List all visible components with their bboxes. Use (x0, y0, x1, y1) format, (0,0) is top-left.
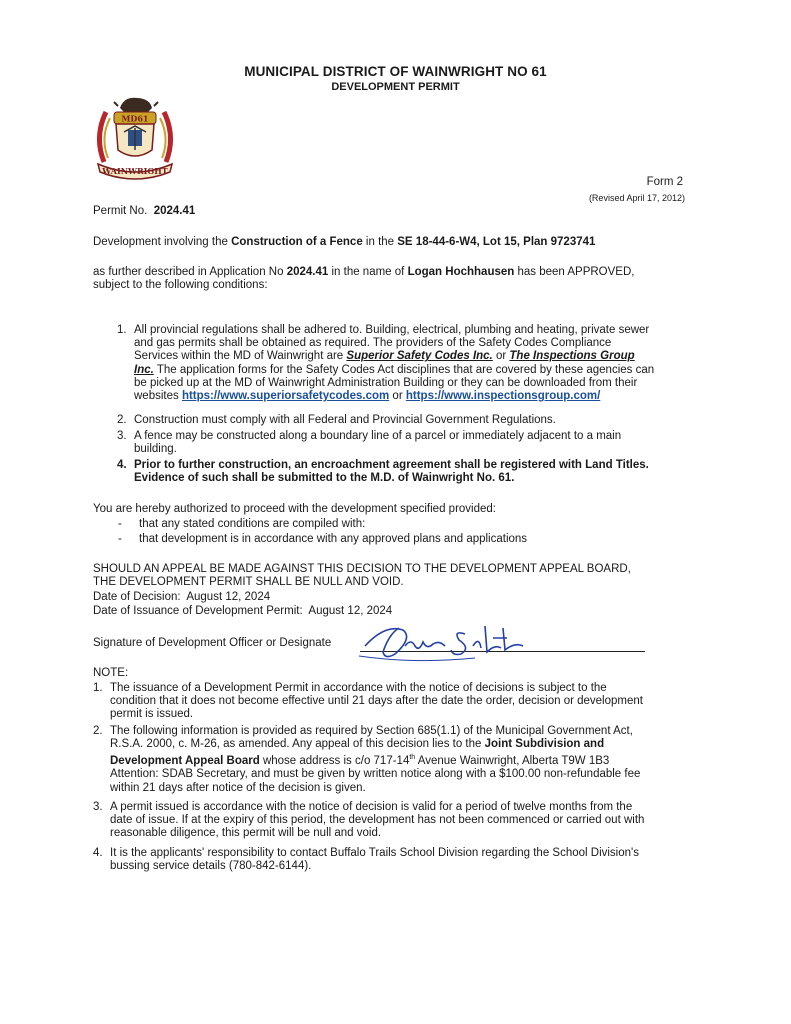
authorization-provision-2: that development is in accordance with any approved plans and applications (139, 533, 528, 545)
development-prefix: Development involving the (93, 236, 228, 248)
condition-1-text: Services within the MD of Wainwright are (134, 350, 344, 363)
bullet-dash: - (118, 518, 122, 530)
condition-3 (134, 430, 724, 456)
condition-number: 1. (117, 324, 127, 336)
decision-date: August 12, 2024 (186, 591, 271, 603)
form-revised-date: (Revised April 17, 2012) (588, 193, 685, 203)
permit-number-label: Permit No. (93, 205, 148, 217)
note-3-text: A permit issued is accordance with the notice of decision is valid for a period of twelve months from the (110, 801, 633, 813)
permit-number-line (93, 205, 195, 217)
note-1 (110, 682, 730, 722)
note-number: 1. (93, 682, 103, 694)
bullet-dash: - (118, 533, 122, 545)
inspections-group-name: The Inspections Group (509, 350, 635, 363)
authorization-provision-1: that any stated conditions are compiled with: (139, 518, 366, 530)
condition-3-text: A fence may be constructed along a boundary line of a parcel or immediately adjacent to a main (134, 430, 622, 442)
note-2-text: Attention: SDAB Secretary, and must be given by written notice along with a $100.00 non-refundable fee (110, 768, 641, 781)
note-2-text: R.S.A. 2000, c. M-26, as amended. Any appeal of this decision lies to the (110, 738, 482, 751)
development-description (93, 236, 713, 249)
note-number: 3. (93, 801, 103, 813)
note-4-text: It is the applicants' responsibility to contact Buffalo Trails School Division regarding the School Division's (110, 847, 639, 859)
application-statement (93, 266, 733, 292)
authorization-intro: You are hereby authorized to proceed with the development specified provided: (93, 503, 496, 515)
note-3 (110, 801, 740, 841)
application-text-a: as further described in Application No (93, 266, 284, 278)
note-number: 4. (93, 847, 103, 859)
condition-number: 2. (117, 414, 127, 426)
logo-bottom-text: WAINWRIGHT (102, 166, 168, 176)
development-location: SE 18-44-6-W4, Lot 15, Plan 9723741 (397, 236, 596, 248)
condition-1-text: or (392, 390, 403, 403)
condition-number: 3. (117, 430, 127, 442)
ordinal-suffix: th (409, 754, 416, 762)
condition-number: 4. (117, 459, 127, 471)
decision-date-line (93, 591, 713, 604)
note-2-text: whose address is c/o 717-14 (262, 755, 410, 768)
condition-1 (134, 324, 724, 403)
superior-safety-codes-link[interactable]: https://www.superiorsafetycodes.com (181, 390, 390, 403)
inspections-group-link[interactable]: https://www.inspectionsgroup.com/ (405, 390, 601, 403)
note-2 (110, 725, 735, 795)
condition-3-text: building. (134, 443, 177, 456)
note-1-text: permit is issued. (110, 708, 194, 721)
appeal-warning-line: SHOULD AN APPEAL BE MADE AGAINST THIS DECISION TO THE DEVELOPMENT APPEAL BOARD, (93, 563, 631, 575)
condition-1-line: All provincial regulations shall be adhered to. Building, electrical, plumbing and heating, private sewer (134, 324, 650, 336)
decision-date-label: Date of Decision: (93, 591, 181, 603)
md-wainwright-crest-logo (90, 92, 180, 184)
condition-1-text: or (495, 350, 507, 363)
condition-1-text: The application forms for the Safety Codes Act disciplines that are covered by these agencies can (156, 363, 655, 376)
handwritten-signature (355, 616, 545, 664)
condition-1-text: be picked up at the MD of Wainwright Administration Building or they can be downloaded from their (134, 376, 638, 389)
notes-heading: NOTE: (93, 667, 129, 679)
condition-4-text: Prior to further construction, an encroachment agreement shall be registered with Land Titles. (134, 459, 649, 471)
applicant-name: Logan Hochhausen (407, 266, 515, 278)
appeal-warning (93, 563, 733, 589)
appeal-board-name: Joint Subdivision and (484, 738, 605, 751)
application-text-c: has been APPROVED, (517, 266, 635, 278)
note-number: 2. (93, 725, 103, 737)
note-3-text: date of issue. If at the expiry of this period, the development has not been commenced or carried out with (110, 814, 645, 827)
condition-4 (134, 459, 734, 485)
application-number: 2024.41 (286, 266, 329, 278)
issuance-date: August 12, 2024 (308, 605, 393, 617)
permit-number: 2024.41 (153, 205, 196, 217)
document-title: DEVELOPMENT PERMIT (331, 81, 460, 93)
note-1-text: The issuance of a Development Permit in accordance with the notice of decisions is subject to the (110, 682, 607, 694)
condition-4-text: Evidence of such shall be submitted to the M.D. of Wainwright No. 61. (134, 472, 515, 485)
form-number: Form 2 (646, 176, 683, 188)
development-type: Construction of a Fence (231, 236, 363, 248)
note-4 (110, 847, 740, 873)
note-2-text: within 21 days after notice of the decision is given. (110, 781, 366, 794)
signature-label: Signature of Development Officer or Designate (93, 637, 332, 649)
note-2-text: Avenue Wainwright, Alberta T9W 1B3 (417, 755, 610, 768)
appeal-warning-line: THE DEVELOPMENT PERMIT SHALL BE NULL AND VOID. (93, 576, 404, 589)
logo-top-text: MD61 (121, 113, 149, 124)
note-3-text: reasonable diligence, this permit will be null and void. (110, 827, 382, 840)
note-1-text: condition that it does not become effective until 21 days after the date the order, decision or development (110, 695, 643, 708)
development-mid: in the (365, 236, 395, 248)
application-line2: subject to the following conditions: (93, 279, 268, 292)
application-text-b: in the name of (331, 266, 405, 278)
inspections-group-inc: Inc. (134, 363, 154, 376)
condition-2: Construction must comply with all Federal and Provincial Government Regulations. (134, 414, 556, 426)
note-4-text: bussing service details (780-842-6144). (110, 860, 312, 873)
condition-1-text: websites (134, 390, 179, 403)
condition-1-line: and gas permits shall be obtained as required. The providers of the Safety Codes Compliance (134, 337, 612, 350)
municipality-title: MUNICIPAL DISTRICT OF WAINWRIGHT NO 61 (244, 64, 547, 79)
superior-safety-codes-name: Superior Safety Codes Inc. (346, 350, 493, 363)
appeal-board-name: Development Appeal Board (110, 755, 260, 768)
note-2-text: The following information is provided as required by Section 685(1.1) of the Municipal Government Act, (110, 725, 633, 737)
issuance-date-label: Date of Issuance of Development Permit: (93, 605, 303, 617)
